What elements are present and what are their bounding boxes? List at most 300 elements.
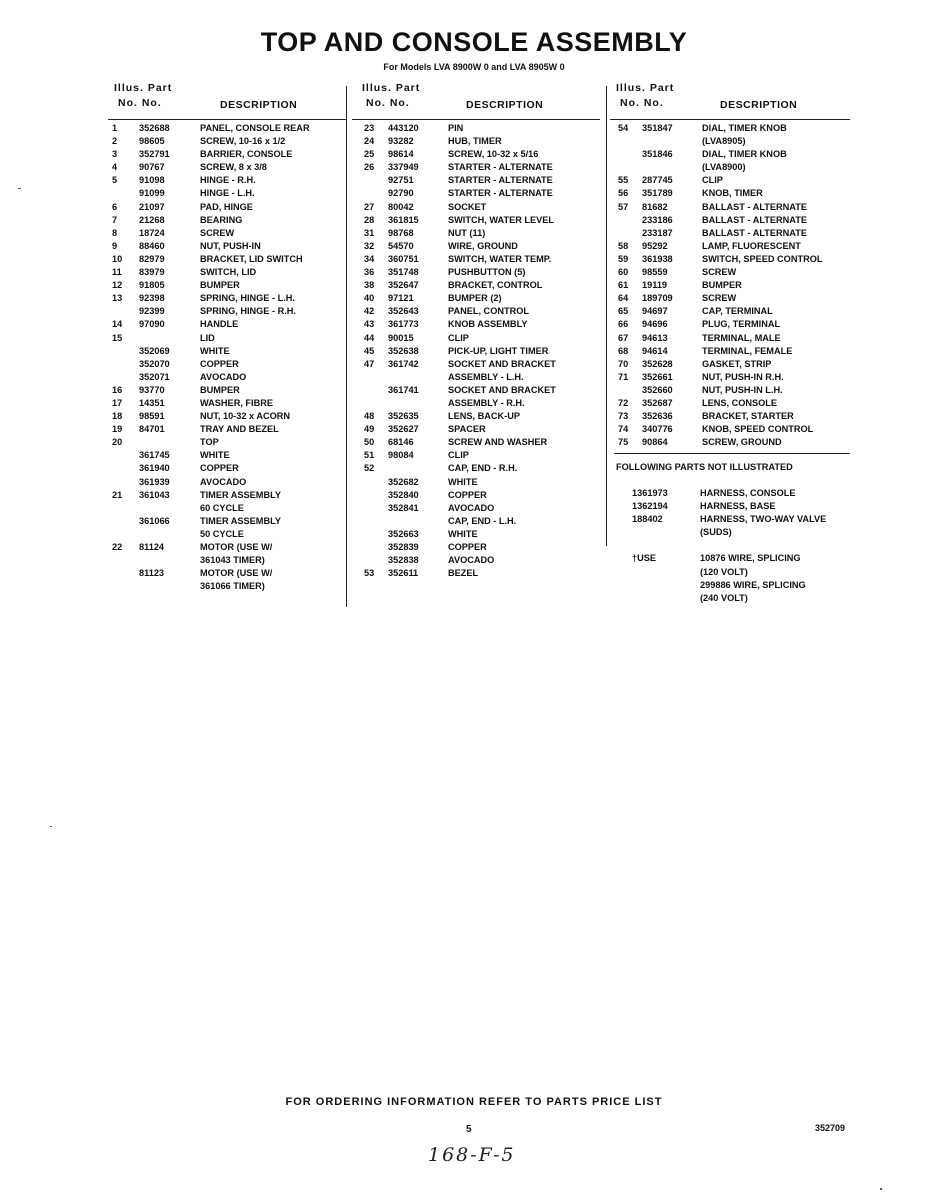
table-row (112, 528, 346, 541)
table-row (612, 240, 854, 253)
table-row (358, 528, 602, 541)
part-number: 352660 (642, 384, 673, 395)
part-description: BALLAST - ALTERNATE (702, 201, 807, 212)
part-number: 90767 (139, 162, 165, 173)
part-number: 1362194 (632, 501, 668, 512)
part-description: COPPER (200, 463, 239, 474)
table-row (358, 436, 602, 449)
part-description: SWITCH, WATER LEVEL (448, 214, 554, 225)
part-number: 340776 (642, 424, 673, 435)
part-description: LAMP, FLUORESCENT (702, 240, 801, 251)
table-row (112, 580, 346, 593)
table-row (112, 240, 346, 253)
illus-number: 45 (364, 345, 375, 356)
part-description: SWITCH, WATER TEMP. (448, 253, 552, 264)
part-description: LENS, BACK-UP (448, 411, 520, 422)
table-row (612, 122, 854, 135)
part-number: 94614 (642, 345, 668, 356)
part-description: BALLAST - ALTERNATE (702, 214, 807, 225)
column-header-no: No. No. (620, 97, 664, 109)
part-description: PANEL, CONTROL (448, 306, 529, 317)
part-number: 352636 (642, 411, 673, 422)
part-number: 352841 (388, 502, 419, 513)
table-row (612, 135, 854, 148)
table-row (358, 240, 602, 253)
table-row (612, 279, 854, 292)
part-number: 351789 (642, 188, 673, 199)
illus-number: 16 (112, 384, 123, 395)
part-number: 351748 (388, 267, 419, 278)
illus-number: 15 (112, 332, 123, 343)
illus-number: 68 (618, 345, 629, 356)
part-description: SCREW, 10-16 x 1/2 (200, 136, 286, 147)
part-number: 92790 (388, 188, 414, 199)
part-description: WHITE (448, 476, 478, 487)
table-row (612, 227, 854, 240)
illus-number: 38 (364, 280, 375, 291)
parts-rows (112, 122, 346, 593)
part-description: TIMER ASSEMBLY (200, 515, 281, 526)
page-title: TOP AND CONSOLE ASSEMBLY (260, 27, 688, 57)
table-row (112, 462, 346, 475)
part-number: 21268 (139, 214, 165, 225)
table-row (358, 384, 602, 397)
part-number: 188402 (632, 514, 663, 525)
column-divider (346, 86, 347, 607)
part-description: KNOB, SPEED CONTROL (702, 424, 814, 435)
table-row (112, 397, 346, 410)
table-row (112, 292, 346, 305)
table-row (112, 279, 346, 292)
part-description: DIAL, TIMER KNOB (702, 149, 787, 160)
part-number: 88460 (139, 240, 165, 251)
part-number: 81123 (139, 568, 165, 579)
illus-number: 65 (618, 306, 629, 317)
part-number: 90015 (388, 332, 414, 343)
part-number: 83979 (139, 267, 165, 278)
table-row (612, 345, 854, 358)
illus-number: 73 (618, 411, 629, 422)
part-description: PIN (448, 123, 464, 133)
part-number: 352839 (388, 542, 419, 552)
part-number: 21097 (139, 201, 165, 212)
part-description: SWITCH, SPEED CONTROL (702, 253, 823, 264)
not-illustrated-heading: FOLLOWING PARTS NOT ILLUSTRATED (616, 462, 793, 472)
part-number: 352838 (388, 555, 419, 566)
table-row (112, 554, 346, 567)
illus-number: 59 (618, 253, 629, 264)
table-row (112, 174, 346, 187)
part-description: PLUG, TERMINAL (702, 319, 781, 330)
part-description: KNOB, TIMER (702, 188, 763, 199)
illus-number: 43 (364, 319, 375, 330)
illus-number: 3 (112, 149, 118, 160)
part-number: 361940 (139, 463, 170, 474)
table-row (112, 148, 346, 161)
table-row (112, 135, 346, 148)
part-number: 98559 (642, 267, 668, 278)
illus-number: 55 (618, 175, 629, 186)
table-row (358, 214, 602, 227)
column-header-description: DESCRIPTION (466, 99, 544, 111)
part-number: 351847 (642, 123, 673, 133)
illus-number: 49 (364, 424, 375, 435)
table-row (612, 566, 854, 579)
table-row (112, 253, 346, 266)
part-description: GASKET, STRIP (702, 358, 772, 369)
part-description: BUMPER (2) (448, 293, 502, 304)
part-number: 352070 (139, 358, 170, 369)
part-description: NUT, 10-32 x ACORN (200, 411, 291, 422)
illus-number: 21 (112, 489, 123, 500)
part-number: 361773 (388, 319, 419, 330)
table-row (358, 449, 602, 462)
part-number: 361741 (388, 384, 419, 395)
part-description: PANEL, CONSOLE REAR (200, 123, 310, 133)
table-row (112, 436, 346, 449)
illus-number: 7 (112, 214, 118, 225)
part-number: †USE (632, 553, 657, 564)
section-rule (614, 453, 850, 454)
illus-number: 5 (112, 175, 118, 186)
part-description: BUMPER (702, 280, 742, 291)
table-row (612, 579, 854, 592)
table-row (358, 279, 602, 292)
part-description: CLIP (448, 332, 469, 343)
table-row (112, 567, 346, 580)
illus-number: 74 (618, 424, 629, 435)
part-number: 54570 (388, 240, 414, 251)
part-number: 337949 (388, 162, 419, 173)
part-description: AVOCADO (448, 555, 495, 566)
illus-number: 56 (618, 188, 629, 199)
table-row (612, 487, 854, 500)
illus-number: 25 (364, 149, 375, 160)
part-number: 68146 (388, 437, 414, 448)
part-description: BEZEL (448, 568, 479, 579)
part-number: 19119 (642, 280, 668, 291)
part-number: 97090 (139, 319, 165, 330)
part-number: 91098 (139, 175, 165, 186)
table-row (358, 502, 602, 515)
illus-number: 26 (364, 162, 375, 173)
illus-number: 47 (364, 358, 375, 369)
table-row (358, 345, 602, 358)
document-number: 352709 (815, 1123, 846, 1133)
part-number: 98605 (139, 136, 165, 147)
table-row (112, 318, 346, 331)
table-row (358, 397, 602, 410)
column-header-no: No. No. (118, 97, 162, 109)
illus-number: 36 (364, 267, 375, 278)
table-row (612, 423, 854, 436)
table-row (612, 266, 854, 279)
table-row (358, 305, 602, 318)
table-row (358, 174, 602, 187)
table-row (612, 371, 854, 384)
table-row (358, 476, 602, 489)
part-description: WHITE (200, 450, 230, 461)
ordering-footer: FOR ORDERING INFORMATION REFER TO PARTS PRICE LIST (285, 1096, 663, 1108)
part-description: SPRING, HINGE - L.H. (200, 293, 295, 304)
part-description: COPPER (448, 489, 487, 500)
column-header-illus-part: Illus. Part (114, 82, 173, 94)
part-description: TERMINAL, MALE (702, 332, 781, 343)
part-description: WHITE (448, 528, 478, 539)
part-description: TERMINAL, FEMALE (702, 345, 793, 356)
illus-number: 20 (112, 437, 123, 448)
part-description: SPACER (448, 424, 486, 435)
part-number: 351846 (642, 149, 673, 160)
table-row (358, 253, 602, 266)
illus-number: 14 (112, 319, 123, 330)
illus-number: 24 (364, 136, 375, 147)
part-description: ASSEMBLY - L.H. (448, 371, 524, 382)
part-number: 90864 (642, 437, 668, 448)
part-description: HUB, TIMER (448, 136, 502, 147)
illus-number: 17 (112, 397, 123, 408)
table-row (112, 476, 346, 489)
part-description: SCREW (200, 227, 235, 238)
part-description: STARTER - ALTERNATE (448, 162, 553, 173)
part-description: SOCKET AND BRACKET (448, 358, 556, 369)
table-row (112, 332, 346, 345)
table-row (612, 174, 854, 187)
part-number: 352638 (388, 345, 419, 356)
illus-number: 32 (364, 240, 375, 251)
part-description: TOP (200, 437, 219, 448)
column-header-illus-part: Illus. Part (362, 82, 421, 94)
part-description: CAP, END - L.H. (448, 515, 517, 526)
illus-number: 12 (112, 280, 123, 291)
table-row (612, 358, 854, 371)
illus-number: 10 (112, 253, 123, 264)
part-description: BARRIER, CONSOLE (200, 149, 293, 160)
part-description: PICK-UP, LIGHT TIMER (448, 345, 549, 356)
illus-number: 13 (112, 293, 123, 304)
part-description: (120 VOLT) (700, 566, 748, 577)
part-number: 92751 (388, 175, 414, 186)
table-row (112, 201, 346, 214)
column-header-illus-part: Illus. Part (616, 82, 675, 94)
part-description: 361066 TIMER) (200, 581, 265, 592)
part-number: 352663 (388, 528, 419, 539)
part-description: COPPER (448, 542, 487, 552)
part-description: HINGE - R.H. (200, 175, 256, 186)
part-description: PAD, HINGE (200, 201, 253, 212)
table-row (112, 423, 346, 436)
part-description: BRACKET, CONTROL (448, 280, 543, 291)
table-row (358, 358, 602, 371)
table-row (612, 513, 854, 526)
illus-number: 31 (364, 227, 375, 238)
illus-number: 34 (364, 253, 375, 264)
illus-number: 6 (112, 201, 118, 212)
part-number: 352071 (139, 371, 170, 382)
part-number: 94613 (642, 332, 668, 343)
table-row (358, 515, 602, 528)
part-number: 361938 (642, 253, 673, 264)
illus-number: 4 (112, 162, 118, 173)
part-number: 352627 (388, 424, 419, 435)
illus-number: 54 (618, 123, 629, 133)
table-row (112, 371, 346, 384)
part-description: BUMPER (200, 280, 240, 291)
illus-number: 50 (364, 437, 375, 448)
table-row (112, 305, 346, 318)
table-row (358, 187, 602, 200)
illus-number: 57 (618, 201, 629, 212)
table-row (358, 567, 602, 580)
part-number: 352682 (388, 476, 419, 487)
part-number: 94696 (642, 319, 668, 330)
table-row (612, 318, 854, 331)
table-row (112, 502, 346, 515)
table-row (112, 227, 346, 240)
part-number: 361043 (139, 489, 170, 500)
table-row (358, 161, 602, 174)
table-row (358, 148, 602, 161)
table-row (358, 122, 602, 135)
part-description: COPPER (200, 358, 239, 369)
part-description: SCREW AND WASHER (448, 437, 548, 448)
table-row (612, 187, 854, 200)
header-rule (352, 119, 600, 120)
part-description: BALLAST - ALTERNATE (702, 227, 807, 238)
part-number: 352688 (139, 123, 170, 133)
parts-rows (612, 122, 854, 449)
scan-speck (18, 188, 21, 189)
table-row (358, 292, 602, 305)
part-description: SWITCH, LID (200, 267, 257, 278)
part-number: 92399 (139, 306, 165, 317)
illus-number: 11 (112, 267, 122, 278)
part-description: MOTOR (USE W/ (200, 542, 273, 552)
illus-number: 70 (618, 358, 629, 369)
scan-speck (880, 1188, 882, 1190)
part-description: SCREW, 10-32 x 5/16 (448, 149, 539, 160)
table-row (358, 227, 602, 240)
part-description: BRACKET, LID SWITCH (200, 253, 303, 264)
illus-number: 67 (618, 332, 629, 343)
part-number: 98614 (388, 149, 414, 160)
part-description: AVOCADO (448, 502, 495, 513)
illus-number: 2 (112, 136, 118, 147)
part-number: 352635 (388, 411, 419, 422)
table-row (612, 539, 854, 552)
part-description: STARTER - ALTERNATE (448, 188, 553, 199)
illus-number: 27 (364, 201, 375, 212)
part-number: 94697 (642, 306, 668, 317)
part-number: 80042 (388, 201, 414, 212)
part-number: 98591 (139, 411, 165, 422)
column-divider (606, 86, 607, 546)
table-row (112, 410, 346, 423)
part-description: HARNESS, CONSOLE (700, 488, 796, 498)
part-number: 92398 (139, 293, 165, 304)
illus-number: 19 (112, 424, 123, 435)
table-row (112, 345, 346, 358)
part-number: 352661 (642, 371, 673, 382)
part-number: 98768 (388, 227, 414, 238)
table-row (612, 500, 854, 513)
illus-number: 51 (364, 450, 375, 461)
illus-number: 71 (618, 371, 629, 382)
part-description: NUT, PUSH-IN (200, 240, 261, 251)
part-description: BEARING (200, 214, 243, 225)
illus-number: 58 (618, 240, 629, 251)
part-number: 443120 (388, 123, 419, 133)
table-row (112, 358, 346, 371)
part-description: (SUDS) (700, 527, 732, 538)
part-description: DIAL, TIMER KNOB (702, 123, 787, 133)
part-number: 361742 (388, 358, 419, 369)
table-row (358, 201, 602, 214)
part-description: HANDLE (200, 319, 239, 330)
part-number: 84701 (139, 424, 165, 435)
part-description: LID (200, 332, 215, 343)
part-number: 360751 (388, 253, 419, 264)
table-row (112, 161, 346, 174)
part-description: SCREW (702, 267, 737, 278)
part-description: TRAY AND BEZEL (200, 424, 279, 435)
illus-number: 23 (364, 123, 375, 133)
table-row (358, 332, 602, 345)
illus-number: 8 (112, 227, 118, 238)
part-description: (LVA8900) (702, 162, 746, 173)
table-row (358, 135, 602, 148)
part-description: WASHER, FIBRE (200, 397, 273, 408)
part-number: 352687 (642, 397, 673, 408)
part-description: NUT (11) (448, 227, 486, 238)
part-description: LENS, CONSOLE (702, 397, 778, 408)
table-row (612, 592, 854, 605)
table-row (612, 332, 854, 345)
part-description: AVOCADO (200, 476, 247, 487)
illus-number: 22 (112, 542, 123, 552)
illus-number: 60 (618, 267, 629, 278)
part-number: 361815 (388, 214, 419, 225)
part-description: NUT, PUSH-IN L.H. (702, 384, 783, 395)
table-row (358, 266, 602, 279)
part-number: 93770 (139, 384, 165, 395)
table-row (112, 122, 346, 135)
table-row (358, 489, 602, 502)
table-row (612, 410, 854, 423)
table-row (612, 161, 854, 174)
illus-number: 1 (112, 123, 118, 133)
table-row (612, 214, 854, 227)
part-description: CAP, END - R.H. (448, 463, 518, 474)
table-row (112, 515, 346, 528)
table-row (358, 554, 602, 567)
part-description: BRACKET, STARTER (702, 411, 794, 422)
table-row (112, 187, 346, 200)
table-row (112, 384, 346, 397)
table-row (612, 552, 854, 565)
part-description: 50 CYCLE (200, 528, 244, 539)
part-number: 93282 (388, 136, 414, 147)
part-description: PUSHBUTTON (5) (448, 267, 526, 278)
table-row (112, 489, 346, 502)
part-number: 82979 (139, 253, 165, 264)
part-number: 352611 (388, 568, 419, 579)
table-row (612, 397, 854, 410)
part-description: SOCKET AND BRACKET (448, 384, 556, 395)
illus-number: 28 (364, 214, 375, 225)
part-description: AVOCADO (200, 371, 247, 382)
column-header-description: DESCRIPTION (720, 99, 798, 111)
